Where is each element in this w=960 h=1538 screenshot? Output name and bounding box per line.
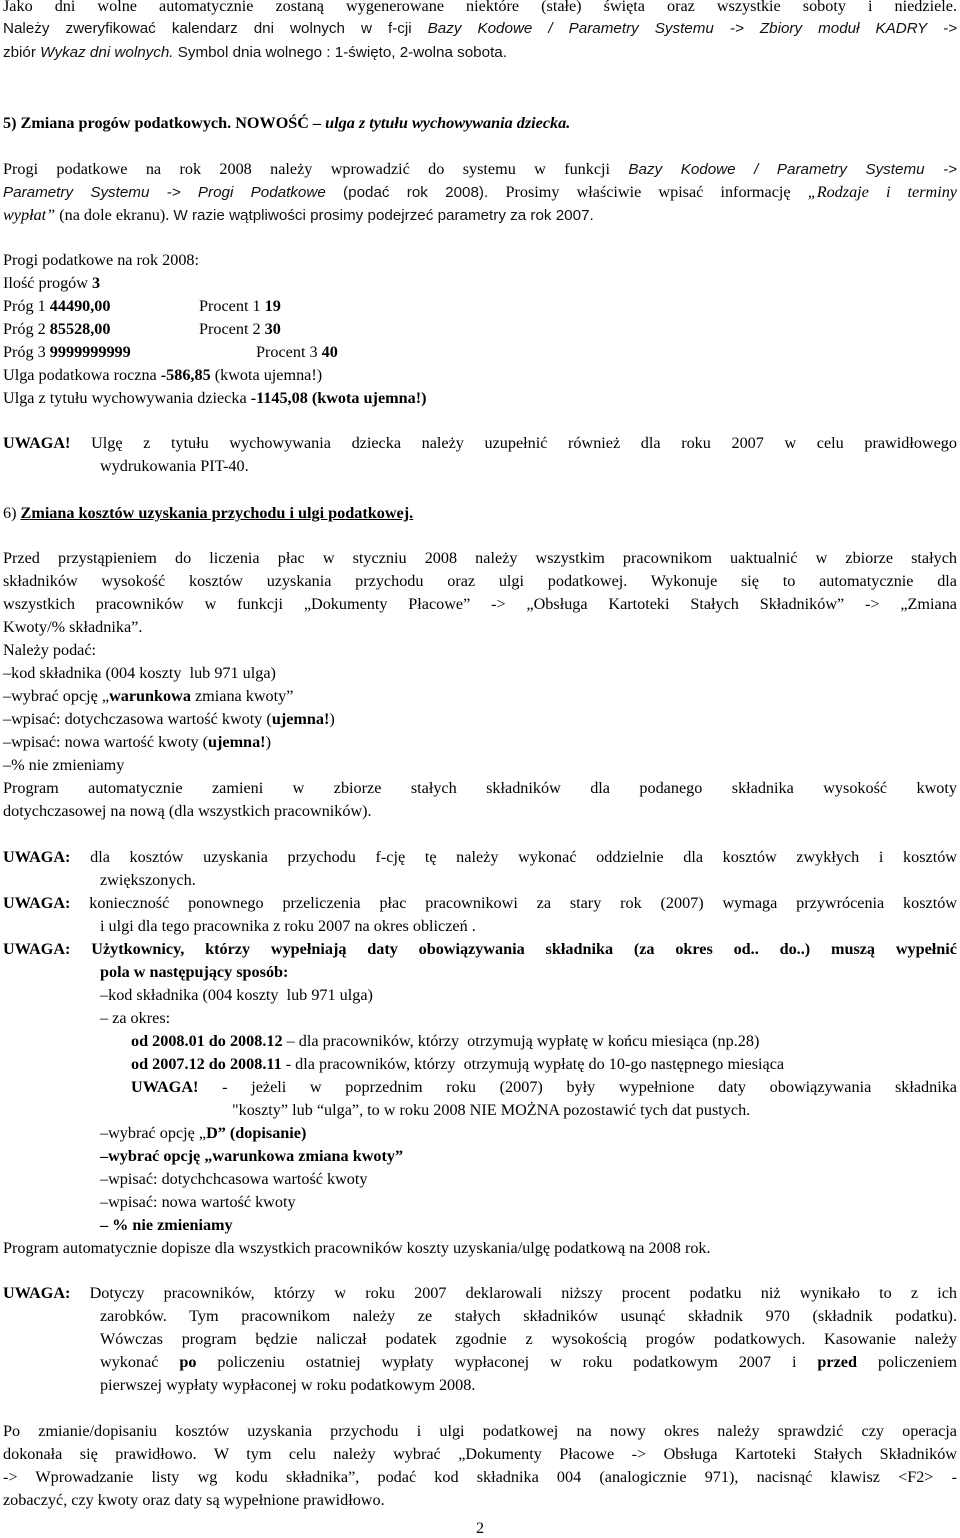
text: składników wysokość kosztów uzyskania przychodu oraz ulgi podatkowej. Wykonuje się to automatycznie dla [3,572,957,590]
s6-warning-k-4 [100,1352,957,1372]
period-warning-1 [131,1077,957,1097]
text: policzeniem [856,1353,958,1371]
s6-para-a-3 [3,594,957,614]
label: Procent 1 [199,297,265,315]
s6-para-m-1 [3,1421,957,1441]
list-item [100,1123,957,1143]
period-row-1 [131,1031,957,1051]
s5-para-line-3 [3,205,957,226]
text: dokonała się prawidłowo. W tym celu należy wybrać „Dokumenty Płacowe -> Obsługa Kartoteki Stałych Składników [3,1445,957,1463]
heading-text: 5) Zmiana progów podatkowych. [3,114,232,132]
thresholds-title [3,250,957,270]
s6-warning-k-5 [100,1375,957,1395]
text: Program automatycznie zamieni w zbiorze stałych składników dla podanego składnika wysokość kwoty [3,779,957,797]
period-row-2 [131,1054,957,1074]
menu-path: Wykaz dni wolnych. [40,44,174,61]
value: -1145,08 (kwota ujemna!) [250,389,427,407]
list-item [3,755,957,775]
threshold-row-2 [3,319,957,339]
value: 9999999999 [49,343,131,361]
emphasis: ujemna! [208,733,266,751]
list-item [100,1146,957,1166]
text: –wpisać: dotychchcasowa wartość kwoty [100,1170,368,1188]
list-item [100,1008,957,1028]
warning-label: UWAGA! [3,434,71,452]
text: –wybrać opcję „ [3,687,110,705]
s6-para-m-3 [3,1467,957,1487]
text: zmiana kwoty” [190,687,294,705]
emphasis: ujemna! [271,710,330,728]
thresholds-count [3,273,957,293]
text: – za okres: [100,1009,171,1027]
s6-warning-k-1 [3,1283,957,1303]
value: 40 [321,343,338,361]
label: Próg 3 [3,343,50,361]
s6-warning-d-1 [3,847,957,867]
text: wydrukowania PIT-40. [100,457,249,475]
s6-warning-e-2 [100,916,957,936]
text: konieczność ponownego przeliczenia płac pracownikowi za stary rok (2007) wymaga przywrócenia kosztów [70,894,957,912]
s6-para-j [3,1238,957,1258]
intro-line-1 [3,0,957,16]
label: Procent 3 [256,343,322,361]
s6-warning-f-1 [3,939,957,959]
value: 30 [264,320,281,338]
intro-line-2 [3,19,957,39]
text: ) [329,710,335,728]
value: -586,85 [160,366,211,384]
s5-para-line-2 [3,182,957,203]
label: Procent 2 [199,320,265,338]
menu-path: Bazy Kodowe / Parametry Systemu -> [628,161,958,178]
value: 19 [264,297,281,315]
s6-para-m-2 [3,1444,957,1464]
s6-para-m-4 [3,1490,957,1510]
text: Należy podać: [3,641,97,659]
threshold-row-3 [3,342,957,362]
text: zobaczyć, czy kwoty oraz daty są wypełnione prawidłowo. [3,1491,385,1509]
value: 44490,00 [49,297,111,315]
text: Program automatycznie dopisze dla wszystkich pracowników koszty uzyskania/ulgę podatkową na 2008 rok. [3,1239,711,1257]
text: Dotyczy pracowników, którzy w roku 2007 deklarowali niższy procent podatku niż wynikało to z ich [70,1284,957,1302]
quoted-term: „Rodzaje i terminy [807,183,957,201]
text: dotychczasowej na nową (dla wszystkich pracowników). [3,802,372,820]
emphasis: przed [817,1353,857,1371]
s6-para-a-5 [3,640,957,660]
s6-warning-e-1 [3,893,957,913]
list-item [100,985,957,1005]
text: -> Wprowadzanie listy wg kodu składnika”, podać kod składnika 004 (analogicznie 971), nacisnąć klawisz <F2> - [3,1468,957,1486]
text: – % nie zmieniamy [100,1216,233,1234]
s6-warning-f-2 [100,962,957,982]
s6-para-a-4 [3,617,957,637]
text: "koszty” lub “ulga”, to w roku 2008 NIE MOŻNA pozostawić tych dat pustych. [232,1101,751,1119]
list-item [3,686,957,706]
text: Ulgę z tytułu wychowywania dziecka należy uzupełnić również dla roku 2007 w celu prawidłowego [70,434,957,452]
intro-line-3 [3,43,957,63]
section-6-heading [3,503,957,523]
value: 3 [92,274,101,292]
s6-para-c-2 [3,801,957,821]
text: (podać rok 2008). [325,184,506,201]
text: dla kosztów uzyskania przychodu f-cję tę należy wykonać oddzielnie dla kosztów zwykłych i kosztów [70,848,957,866]
text: –kod składnika (004 koszty lub 971 ulga) [100,986,373,1004]
threshold-row-1 [3,296,957,316]
label: Ulga z tytułu wychowywania dziecka [3,389,251,407]
list-item [100,1169,957,1189]
s5-para-line-1 [3,159,957,180]
s5-warning-line-1 [3,433,957,453]
text: Prosimy właściwie wpisać informację [505,183,808,201]
label: Ulga podatkowa roczna [3,366,161,384]
menu-path: Parametry Systemu -> Progi Podatkowe [3,184,326,201]
text: - jeżeli w poprzednim roku (2007) były wypełnione daty obowiązywania składnika [198,1078,957,1096]
text: Ilość progów [3,274,93,292]
list-item [3,709,957,729]
text: policzeniu ostatniej wypłaty wypłaconej w roku podatkowym 2007 i [196,1353,818,1371]
label: Próg 1 [3,297,50,315]
s5-warning-line-2 [100,456,957,476]
text: –wybrać opcję „warunkowa zmiana kwoty” [100,1147,404,1165]
text: Przed przystąpieniem do liczenia płac w styczniu 2008 należy wszystkim pracownikom uaktualnić w zbiorze stałych [3,549,957,567]
list-item [3,732,957,752]
text: Progi podatkowe na rok 2008: [3,251,200,269]
text: Kwoty/% składnika”. [3,618,143,636]
text: Po zmianie/dopisaniu kosztów uzyskania przychodu i ulgi podatkowej na nowy okres należy sprawdzić czy operacja [3,1422,957,1440]
option: warunkowa [109,687,191,705]
s6-para-a-2 [3,571,957,591]
text: pierwszej wypłaty wypłaconej w roku podatkowym 2008. [100,1376,476,1394]
text: wszystkich pracowników w funkcji „Dokumenty Płacowe” -> „Obsługa Kartoteki Stałych Składników” -> „Zmiana [3,595,957,613]
s6-warning-k-2 [100,1306,957,1326]
option: D” (dopisanie) [206,1124,307,1142]
list-item [3,663,957,683]
text: pola w następujący sposób: [100,963,289,981]
emphasis: po [179,1353,197,1371]
ulga-annual [3,365,957,385]
heading-ulga: – ulga z tytułu wychowywania dziecka. [313,114,571,132]
list-item [100,1192,957,1212]
text: –wpisać: dotychczasowa wartość kwoty ( [3,710,272,728]
period-warning-2 [232,1100,957,1120]
text: Jako dni wolne automatycznie zostaną wygenerowane niektóre (stałe) święta oraz wszystkie soboty i niedziele. [3,0,957,15]
text: zwiększonych. [100,871,196,889]
s6-para-a-1 [3,548,957,568]
period: od 2008.01 do 2008.12 [131,1032,283,1050]
text: –kod składnika (004 koszty lub 971 ulga) [3,664,276,682]
text: –wpisać: nowa wartość kwoty ( [3,733,208,751]
warning-label: UWAGA: [3,1284,71,1302]
heading-text: Zmiana kosztów uzyskania przychodu i ulgi podatkowej. [20,504,414,522]
text: zbiór [3,44,41,61]
text: zarobków. Tym pracownikom należy ze stałych składników usunąć składnik 970 (składnik podatku). [100,1307,957,1325]
text: Wówczas program będzie naliczał podatek zgodnie z wysokością progów podatkowych. Kasowanie należy [100,1330,957,1348]
list-item [100,1215,957,1235]
text: Użytkownicy, którzy wypełniają daty obowiązywania składnika (za okres od.. do..) muszą wypełnić [70,940,957,958]
text: ) [265,733,271,751]
ulga-child [3,388,957,408]
period: od 2007.12 do 2008.11 [131,1055,282,1073]
heading-new: NOWOŚĆ [231,114,314,132]
text: –wpisać: nowa wartość kwoty [100,1193,296,1211]
s6-warning-d-2 [100,870,957,890]
text: wykonać [100,1353,180,1371]
text: – dla pracowników, którzy otrzymują wypłatę w końcu miesiąca (np.28) [282,1032,760,1050]
s6-para-c-1 [3,778,957,798]
warning-label: UWAGA: [3,848,71,866]
text: –wybrać opcję „ [100,1124,207,1142]
text: Progi podatkowe na rok 2008 należy wprowadzić do systemu w funkcji [3,160,629,178]
text: Symbol dnia wolnego : 1-święto, 2-wolna sobota. [173,44,507,61]
text: - dla pracowników, którzy otrzymują wypłatę do 10-go następnego miesiąca [281,1055,785,1073]
value: 85528,00 [49,320,111,338]
label: Próg 2 [3,320,50,338]
menu-path: Bazy Kodowe / Parametry Systemu -> Zbiory moduł KADRY -> [427,20,957,37]
text: W razie wątpliwości prosimy podejrzeć parametry za rok 2007. [173,207,594,224]
warning-label: UWAGA: [3,940,71,958]
page-number: 2 [475,1519,485,1537]
quoted-term: wypłat” [3,206,56,224]
section-5-heading [3,113,957,133]
text: i ulgi dla tego pracownika z roku 2007 na okres obliczeń . [100,917,476,935]
s6-warning-k-3 [100,1329,957,1349]
note: (kwota ujemna!) [210,366,323,384]
heading-number: 6) [3,504,21,522]
text: (na dole ekranu). [55,206,174,224]
warning-label: UWAGA: [3,894,71,912]
warning-label: UWAGA! [131,1078,199,1096]
text: Należy zweryfikować kalendarz dni wolnych w f-cji [3,20,428,37]
text: –% nie zmieniamy [3,756,125,774]
